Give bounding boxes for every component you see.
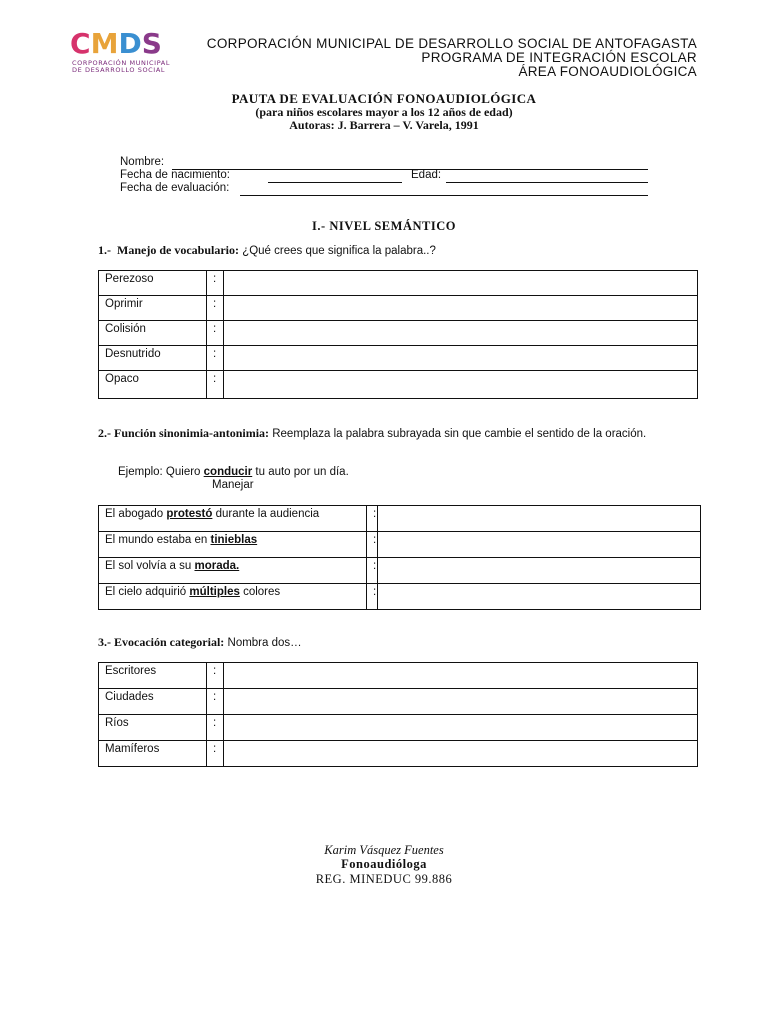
example-word: conducir (203, 466, 253, 478)
colon: : (367, 558, 378, 584)
colon: : (207, 371, 224, 399)
signature-name: Karim Vásquez Fuentes (324, 843, 444, 857)
table-row (99, 371, 698, 399)
sentence (99, 558, 367, 584)
logo-letter-c: C (70, 26, 91, 60)
table-row (99, 663, 698, 689)
authors: Autoras: J. Barrera – V. Varela, 1991 (289, 118, 479, 132)
header-line3: ÁREA FONOAUDIOLÓGICA (518, 64, 697, 79)
signature-role: Fonoaudióloga (341, 857, 427, 871)
table-row (99, 558, 701, 584)
colon: : (367, 532, 378, 558)
vocab-word: Colisión (99, 321, 207, 346)
table-row (99, 296, 698, 321)
category: Ríos (99, 715, 207, 741)
nombre-label: Nombre: (120, 156, 165, 168)
table-row (99, 321, 698, 346)
logo-subtitle-line1: CORPORACIÓN MUNICIPAL (72, 59, 171, 67)
answer-cell[interactable] (224, 371, 698, 399)
sentence-pre: El cielo adquirió (105, 586, 190, 598)
edad-label: Edad: (411, 169, 442, 181)
logo-letters (70, 28, 162, 58)
signature-reg: REG. MINEDUC 99.886 (315, 872, 453, 886)
example-answer: Manejar (212, 479, 254, 491)
synonym-table (98, 505, 701, 610)
logo-letter-d: D (118, 26, 142, 60)
table-row (99, 346, 698, 371)
logo-letter-s: S (141, 26, 162, 60)
answer-cell[interactable] (224, 321, 698, 346)
answer-cell[interactable] (224, 663, 698, 689)
fecha-evaluacion-line[interactable] (240, 195, 648, 196)
answer-cell[interactable] (378, 558, 701, 584)
vocab-word: Perezoso (99, 271, 207, 296)
vocab-word: Desnutrido (99, 346, 207, 371)
sentence-post: durante la audiencia (212, 508, 320, 520)
q1-label: Manejo de vocabulario: (117, 243, 239, 257)
table-row (99, 715, 698, 741)
logo-letter-m: M (90, 26, 119, 60)
table-row (99, 584, 701, 610)
sentence-pre: El abogado (105, 508, 167, 520)
colon: : (207, 715, 224, 741)
sentence-pre: El mundo estaba en (105, 534, 211, 546)
colon: : (207, 321, 224, 346)
q3-label: 3.- Evocación categorial: (98, 635, 225, 649)
example-pre: Ejemplo: Quiero (118, 466, 204, 478)
page-title: PAUTA DE EVALUACIÓN FONOAUDIOLÓGICA (231, 91, 537, 106)
nombre-line[interactable] (172, 169, 648, 170)
question-1 (98, 243, 436, 258)
answer-cell[interactable] (224, 271, 698, 296)
colon: : (207, 741, 224, 767)
page-subtitle: (para niños escolares mayor a los 12 años de edad) (255, 105, 513, 119)
sentence (99, 506, 367, 532)
table-row (99, 532, 701, 558)
answer-cell[interactable] (224, 689, 698, 715)
q2-example (118, 466, 349, 478)
answer-cell[interactable] (224, 741, 698, 767)
category: Mamíferos (99, 741, 207, 767)
colon: : (207, 271, 224, 296)
table-row (99, 271, 698, 296)
underlined-word: múltiples (189, 586, 240, 598)
vocab-word: Oprimir (99, 296, 207, 321)
sentence-pre: El sol volvía a su (105, 560, 195, 572)
underlined-word: protestó (166, 508, 213, 520)
q2-text: Reemplaza la palabra subrayada sin que cambie el sentido de la oración. (269, 428, 647, 440)
logo-subtitle-line2: DE DESARROLLO SOCIAL (72, 66, 166, 74)
question-3 (98, 635, 302, 650)
answer-cell[interactable] (378, 506, 701, 532)
answer-cell[interactable] (224, 346, 698, 371)
table-row (99, 741, 698, 767)
section-title: I.- NIVEL SEMÁNTICO (312, 219, 456, 233)
fecha-evaluacion-label: Fecha de evaluación: (120, 182, 230, 194)
vocabulary-table (98, 270, 698, 399)
sentence (99, 584, 367, 610)
q3-text: Nombra dos… (224, 637, 302, 649)
edad-line[interactable] (446, 182, 648, 183)
category: Escritores (99, 663, 207, 689)
answer-cell[interactable] (378, 584, 701, 610)
fecha-nacimiento-label: Fecha de nacimiento: (120, 169, 230, 181)
logo-subtitle (72, 60, 170, 74)
colon: : (367, 584, 378, 610)
cmds-logo (70, 28, 182, 76)
fecha-nacimiento-line[interactable] (268, 182, 402, 183)
header-line2: PROGRAMA DE INTEGRACIÓN ESCOLAR (421, 50, 697, 65)
q1-number: 1.- (98, 243, 111, 257)
category-table (98, 662, 698, 767)
answer-cell[interactable] (378, 532, 701, 558)
q2-label: 2.- Función sinonimia-antonimia: (98, 426, 270, 440)
colon: : (207, 663, 224, 689)
category: Ciudades (99, 689, 207, 715)
question-2 (98, 427, 698, 441)
q1-text: ¿Qué crees que significa la palabra..? (239, 245, 436, 257)
sentence-post: colores (239, 586, 281, 598)
colon: : (367, 506, 378, 532)
answer-cell[interactable] (224, 296, 698, 321)
sentence (99, 532, 367, 558)
colon: : (207, 346, 224, 371)
example-post: tu auto por un día. (252, 466, 349, 478)
header-line1: CORPORACIÓN MUNICIPAL DE DESARROLLO SOCIAL DE ANTOFAGASTA (206, 36, 697, 51)
colon: : (207, 296, 224, 321)
colon: : (207, 689, 224, 715)
vocab-word: Opaco (99, 371, 207, 399)
underlined-word: morada. (194, 560, 240, 572)
table-row (99, 506, 701, 532)
underlined-word: tinieblas (210, 534, 258, 546)
answer-cell[interactable] (224, 715, 698, 741)
table-row (99, 689, 698, 715)
